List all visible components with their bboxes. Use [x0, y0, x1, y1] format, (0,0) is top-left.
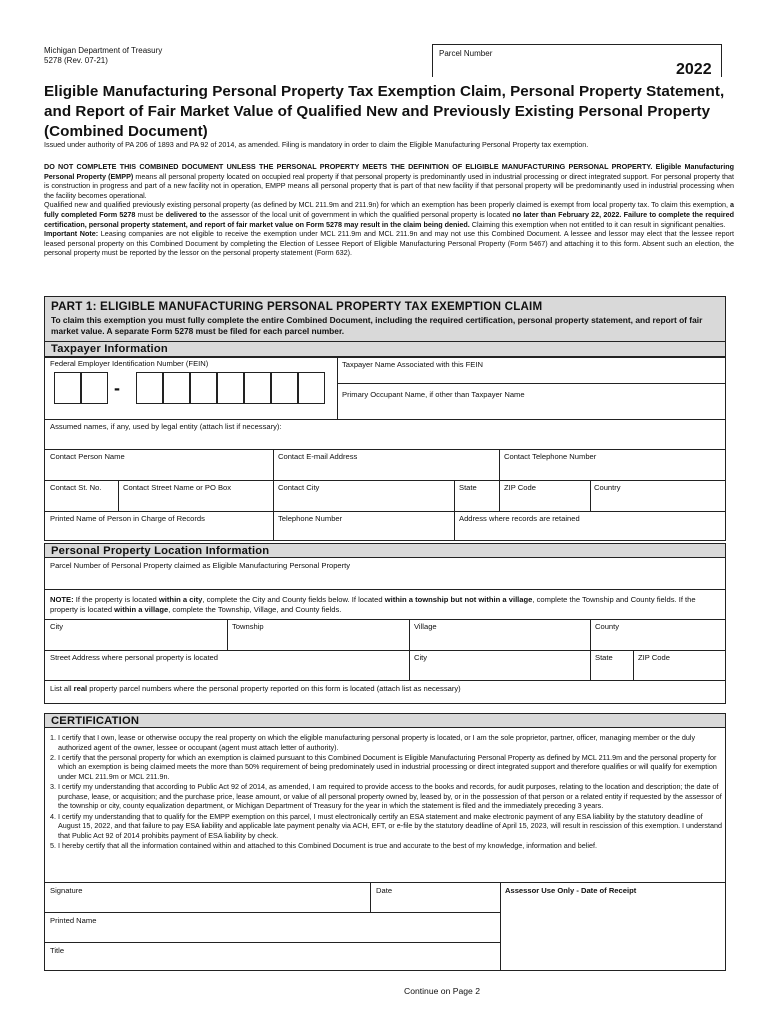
- intro-p2-c: must be: [135, 209, 166, 219]
- intro-p1-bold: DO NOT COMPLETE THIS COMBINED DOCUMENT UNLESS THE PERSONAL PROPERTY MEETS THE DEFINITION OF ELIGIBLE MANUFACTURING PERSONAL PROPERTY. Eligible Manufacturing Personal Property (EMPP): [44, 162, 734, 181]
- records-person-label: Printed Name of Person in Charge of Records: [50, 514, 205, 523]
- title-line-2: and Report of Fair Market Value of Qualified New and Previously Existing Personal Property: [44, 103, 711, 120]
- records-phone-label: Telephone Number: [278, 514, 343, 523]
- contact-zip-label: ZIP Code: [504, 483, 536, 492]
- divider: [44, 511, 726, 512]
- contact-state-label: State: [459, 483, 477, 492]
- location-state-label: State: [595, 653, 613, 662]
- intro-p2-d: delivered to: [165, 209, 207, 219]
- location-township-label: Township: [232, 622, 264, 631]
- taxpayer-heading: Taxpayer Information: [44, 342, 726, 357]
- contact-city-label: Contact City: [278, 483, 320, 492]
- contact-street-label: Contact Street Name or PO Box: [123, 483, 232, 492]
- divider: [370, 882, 371, 912]
- intro-p3-rest: Leasing companies are not eligible to receive the exemption under MCL 211.9m and MCL 211.9n and may not use this Combined Document. A lessee and lessor may elect that the lessee report leased personal property on this Combined Document by completing the Election of Lessee Report of Eligible Manufacturing Personal Property (Form 5467) and attaching it to this form. Absent such an election, the personal property must be reported by the lessor on the personal property statement (Form 632).: [44, 229, 734, 258]
- agency-name: Michigan Department of Treasury: [44, 46, 163, 55]
- parcel-number-property-label: Parcel Number of Personal Property claimed as Eligible Manufacturing Personal Property: [50, 561, 351, 570]
- continue-note: Continue on Page 2: [404, 986, 480, 996]
- issued-authority: Issued under authority of PA 206 of 1893 and PA 92 of 2014, as amended. Filing is mandatory in order to claim the Eligible Manufacturing Personal Property tax exemption.: [44, 140, 589, 149]
- form-number: 5278 (Rev. 07-21): [44, 56, 108, 65]
- location-grid: [44, 558, 726, 704]
- note-g: within a village: [114, 605, 169, 614]
- agency-block: [44, 46, 162, 66]
- divider: [44, 449, 726, 450]
- fein-label: Federal Employer Identification Number (FEIN): [50, 359, 209, 368]
- divider: [44, 680, 726, 681]
- note-d: , complete the City and County fields below. If located: [202, 595, 385, 604]
- contact-st-no-label: Contact St. No.: [50, 483, 102, 492]
- divider: [227, 619, 228, 650]
- divider: [633, 650, 634, 680]
- intro-paragraph-2: [44, 200, 734, 229]
- note-f: , complete the Township and County fields. If the property is located: [50, 595, 696, 614]
- location-heading: Personal Property Location Information: [44, 543, 726, 558]
- divider: [499, 480, 500, 511]
- divider: [409, 619, 410, 680]
- form-year: 2022: [676, 61, 712, 78]
- cert-item-2: 2. I certify that the personal property for which an exemption is claimed pursuant to this Combined Document is Eligible Manufacturing Personal Property as defined by MCL 211.9m and the personal property for which an exemption is being claimed meets the more than 50% requirement of being predominately used in industrial processing or direct integrated support and therefore qualifies or will qualify for exemption under MCL 211.9m or MCL 211.9n.: [50, 752, 717, 781]
- fein-digit-box[interactable]: [54, 372, 81, 404]
- fein-digit-box[interactable]: [298, 372, 325, 404]
- printed-name-label: Printed Name: [50, 916, 97, 925]
- divider: [44, 589, 726, 590]
- divider: [44, 912, 500, 913]
- certification-heading: CERTIFICATION: [44, 713, 726, 728]
- location-city-label: City: [50, 622, 64, 631]
- title-line-1: Eligible Manufacturing Personal Property Tax Exemption Claim, Personal Property Statement,: [44, 83, 725, 100]
- parcel-number-label: Parcel Number: [439, 49, 493, 58]
- contact-phone-label: Contact Telephone Number: [504, 452, 597, 461]
- part1-header: [44, 296, 726, 342]
- divider: [44, 619, 726, 620]
- intro-p1-rest: means all personal property located on occupied real property if that personal property is predominantly used in industrial processing or direct integrated support. For personal property that is construction in progress and part of a new facility not in operation, EMPP means all personal property that is part of that new facility if that personal property will be predominantly used in industrial processing when the facility becomes operational.: [44, 171, 734, 200]
- assessor-receipt-label: Assessor Use Only - Date of Receipt: [505, 886, 637, 895]
- divider: [337, 383, 726, 384]
- records-address-label: Address where records are retained: [459, 514, 580, 523]
- location-zip-label: ZIP Code: [638, 653, 670, 662]
- fein-digit-box[interactable]: [244, 372, 271, 404]
- list-a: List all: [50, 684, 74, 693]
- divider: [118, 480, 119, 511]
- divider: [590, 619, 591, 680]
- assumed-names-label: Assumed names, if any, used by legal entity (attach list if necessary):: [50, 422, 282, 431]
- note-e: within a township but not within a village: [384, 595, 533, 604]
- note-b: If the property is located: [73, 595, 159, 604]
- fein-digit-box[interactable]: [163, 372, 190, 404]
- list-c: property parcel numbers where the personal property reported on this form is located (attach list as necessary): [87, 684, 461, 693]
- real-parcel-list-label: [50, 684, 461, 693]
- divider: [273, 449, 274, 541]
- location-note: [50, 595, 720, 615]
- divider: [499, 449, 500, 480]
- part1-subtitle: To claim this exemption you must fully complete the entire Combined Document, including the required certification, personal property statement, and report of fair market value. A separate Form 5278 must be filed for each parcel number.: [51, 315, 703, 336]
- title-line-3: (Combined Document): [44, 123, 208, 140]
- divider: [337, 357, 338, 419]
- form-title: [44, 82, 734, 142]
- intro-p2-g: Claiming this exemption when not entitled to it can result in significant penalties.: [469, 219, 726, 229]
- location-city2-label: City: [414, 653, 428, 662]
- fein-digit-box[interactable]: [217, 372, 244, 404]
- title-label: Title: [50, 946, 65, 955]
- fein-digit-box[interactable]: [81, 372, 108, 404]
- divider: [44, 419, 726, 420]
- note-h: , complete the Township, Village, and County fields.: [168, 605, 342, 614]
- divider: [500, 882, 501, 971]
- cert-item-1: 1. I certify that I own, lease or otherwise occupy the real property on which the eligible manufacturing personal property is located, or I am the sole proprietor, partner, officer, managing member or the duly authorized agent of the owner, lessee or occupant (agent must attach letter of authority).: [50, 733, 696, 752]
- intro-text: [44, 162, 734, 258]
- divider: [44, 650, 726, 651]
- date-label: Date: [376, 886, 393, 895]
- list-b: real: [73, 684, 88, 693]
- fein-digit-box[interactable]: [190, 372, 217, 404]
- part1-title: PART 1: ELIGIBLE MANUFACTURING PERSONAL PROPERTY TAX EXEMPTION CLAIM: [51, 300, 543, 313]
- cert-item-3: 3. I certify my understanding that according to Public Act 92 of 2014, as amended, I am required to provide access to the books and records, for audit purposes, relating to the location and description; the date of purchase, lease, or acquisition; and the purchase price, lease amount, or value of all personal property owned by, leased by, or in the possession of that person or a related entity if requested by the assessor of the township or city, county equalization department, or Michigan Department of Treasury for the year in which the statement is filed and the immediately preceding 3 years.: [50, 782, 722, 811]
- contact-person-label: Contact Person Name: [50, 452, 125, 461]
- intro-p2-e: the assessor of the local unit of government in which the qualified personal property is located: [206, 209, 513, 219]
- intro-p2-f: no later than February 22, 2022. Failure to complete the required certification, personal property statement, and report of fair market value on Form 5278 may result in the claim being denied.: [44, 209, 734, 229]
- taxpayer-name-label: Taxpayer Name Associated with this FEIN: [342, 360, 483, 369]
- contact-email-label: Contact E-mail Address: [278, 452, 358, 461]
- fein-digit-box[interactable]: [136, 372, 163, 404]
- occupant-name-label: Primary Occupant Name, if other than Taxpayer Name: [342, 390, 525, 399]
- divider: [590, 480, 591, 511]
- intro-paragraph-1: [44, 162, 734, 200]
- divider: [454, 480, 455, 541]
- intro-p2-b: a fully completed Form 5278: [44, 200, 734, 219]
- signature-label: Signature: [50, 886, 83, 895]
- intro-p2-a: Qualified new and qualified previously existing personal property (as defined by MCL 211.9m and 211.9n) for which an exemption has been properly claimed is exempt from local property tax. To claim this exemption,: [44, 200, 730, 210]
- cert-item-5: 5. I hereby certify that all the information contained within and attached to this Combined Document is true and accurate to the best of my knowledge, information and belief.: [50, 840, 597, 850]
- divider: [44, 942, 500, 943]
- divider: [44, 480, 726, 481]
- divider: [44, 882, 726, 883]
- certification-list: [50, 733, 724, 851]
- fein-dash: -: [114, 378, 120, 398]
- fein-digit-box[interactable]: [271, 372, 298, 404]
- intro-paragraph-3: [44, 229, 734, 258]
- location-village-label: Village: [414, 622, 437, 631]
- note-prefix: NOTE:: [50, 595, 74, 604]
- cert-item-4: 4. I certify my understanding that to qualify for the EMPP exemption on this parcel, I must electronically certify an ESA statement and make electronic payment of any ESA liability by the statutory deadline of August 15, 2022, and that failure to pay ESA liability and applicable late payment penalty via ACH, EFT, or e-file by the statutory deadline of April 15, 2023, will result in rescission of this exemption. I understand that Public Act 92 of 2014 prohibits payment of ESA liability by check.: [50, 811, 723, 840]
- location-street-label: Street Address where personal property is located: [50, 653, 218, 662]
- location-county-label: County: [595, 622, 620, 631]
- contact-country-label: Country: [594, 483, 621, 492]
- note-c: within a city: [158, 595, 203, 604]
- intro-p3-bold: Important Note:: [44, 229, 99, 239]
